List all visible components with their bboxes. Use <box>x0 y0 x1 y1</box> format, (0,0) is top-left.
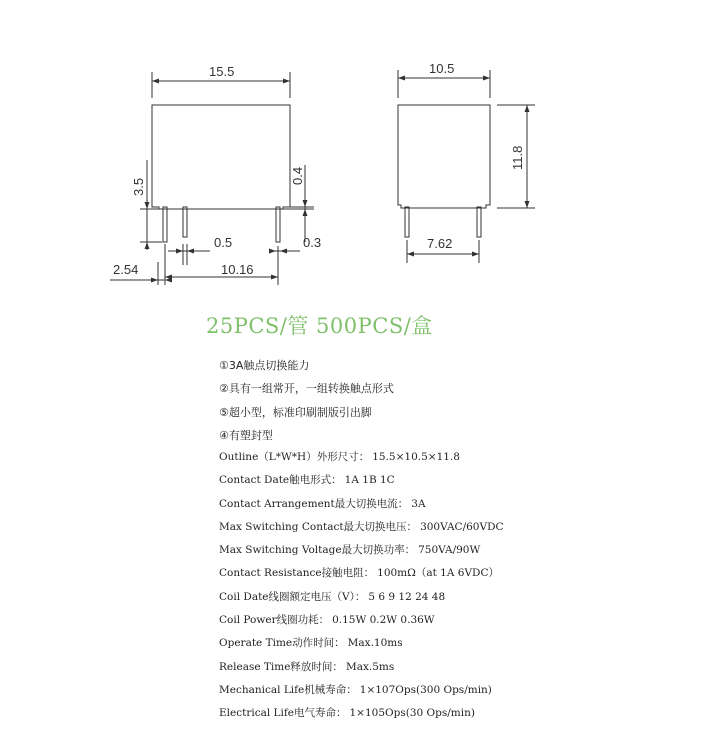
spec-label: Contact Arrangement最大切换电流： <box>219 497 409 510</box>
spec-row-coil-date <box>219 586 504 609</box>
dim-front-width: 15.5 <box>209 64 235 79</box>
spec-value: 1×105Ops(30 Ops/min) <box>349 707 475 720</box>
spec-label: Contact Resistance接触电阻： <box>219 567 375 580</box>
spec-value: 15.5×10.5×11.8 <box>372 451 460 463</box>
spec-list <box>219 446 504 726</box>
spec-row-release-time <box>219 656 504 679</box>
spec-row-mechanical-life <box>219 679 504 702</box>
spec-value: Max.10ms <box>347 637 403 650</box>
spec-row-contact-date <box>219 469 504 492</box>
spec-label: Max Switching Voltage最大切换功率： <box>219 544 416 557</box>
spec-value: 0.15W 0.2W 0.36W <box>332 614 435 627</box>
spec-value: 750VA/90W <box>418 544 481 557</box>
front-pin-middle <box>183 207 187 237</box>
feature-item: ⑤超小型，标准印刷制版引出脚 <box>219 405 372 419</box>
spec-row-max-switching-voltage <box>219 539 504 562</box>
spec-row-outline <box>219 446 504 469</box>
front-pin-left <box>163 207 167 242</box>
spec-row-contact-resistance <box>219 562 504 585</box>
side-pin-left <box>405 207 409 237</box>
spec-label: Mechanical Life机械寿命： <box>219 683 357 696</box>
spec-value: 1×107Ops(300 Ops/min) <box>359 683 492 696</box>
dim-pin-pitch: 10.16 <box>221 262 254 277</box>
spec-value: 1A 1B 1C <box>344 474 395 487</box>
spec-value: 3A <box>411 497 426 510</box>
spec-label: Release Time释放时间： <box>219 660 343 673</box>
dim-side-height: 11.8 <box>510 145 525 170</box>
spec-label: Contact Date触电形式： <box>219 474 342 487</box>
spec-label: Coil Power线圈功耗： <box>219 614 330 627</box>
spec-row-contact-arrangement <box>219 493 504 516</box>
dim-left-height: 3.5 <box>131 177 146 196</box>
dim-edge-to-pin: 2.54 <box>113 262 139 277</box>
spec-row-max-switching-contact <box>219 516 504 539</box>
side-view-body <box>398 105 490 208</box>
spec-row-coil-power <box>219 609 504 632</box>
dim-pin-offset: 0.3 <box>303 235 322 250</box>
spec-value: 100mΩ（at 1A 6VDC） <box>377 567 499 580</box>
spec-label: Electrical Life电气寿命： <box>219 707 347 720</box>
spec-label: Operate Time动作时间： <box>219 637 345 650</box>
spec-label: Coil Date线圈额定电压（V）： <box>219 590 366 603</box>
spec-label: Max Switching Contact最大切换电压： <box>219 520 418 533</box>
packing-info: 25PCS/管 500PCS/盒 <box>206 314 433 338</box>
side-pin-right <box>477 207 481 237</box>
dim-right-height: 0.4 <box>290 166 305 185</box>
spec-value: 5 6 9 12 24 48 <box>368 590 446 603</box>
dim-side-width: 10.5 <box>429 61 455 76</box>
spec-label: Outline（L*W*H）外形尺寸： <box>219 451 370 463</box>
front-view-body <box>152 105 290 209</box>
feature-list <box>219 354 394 447</box>
spec-value: Max.5ms <box>345 660 395 673</box>
feature-item: ②具有一组常开，一组转换触点形式 <box>219 382 394 396</box>
front-pin-right <box>276 207 280 242</box>
spec-row-operate-time <box>219 632 504 655</box>
dim-pin-width: 0.5 <box>214 235 233 250</box>
feature-item: ①3A触点切换能力 <box>219 359 310 372</box>
relay-dimension-drawing <box>0 0 711 300</box>
spec-value: 300VAC/60VDC <box>420 520 504 533</box>
dim-side-pin-pitch: 7.62 <box>427 236 453 251</box>
feature-item: ④有塑封型 <box>219 428 273 442</box>
spec-row-electrical-life <box>219 702 504 725</box>
